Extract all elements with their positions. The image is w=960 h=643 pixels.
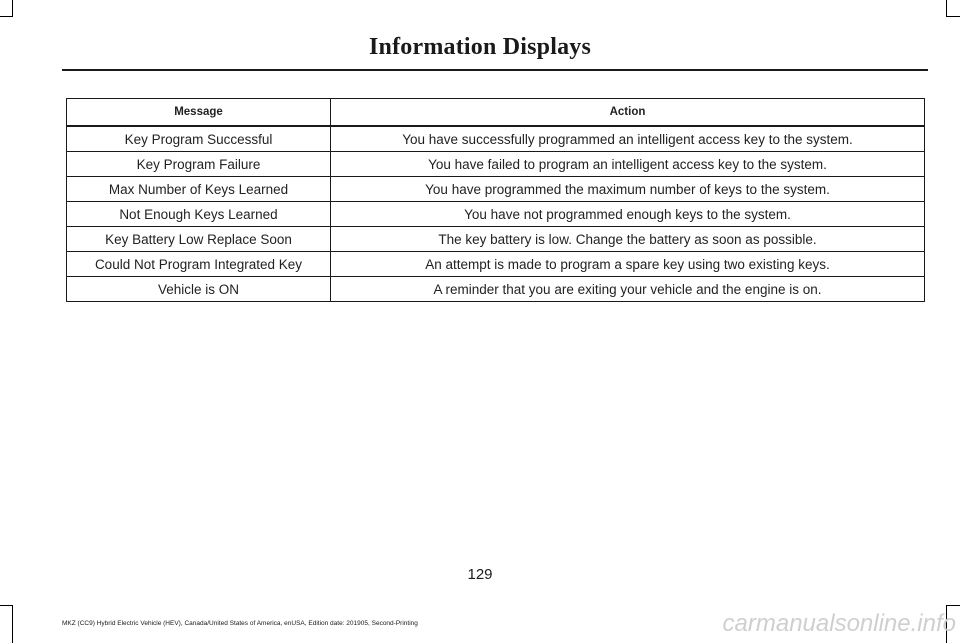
crop-mark-top-right-horizontal <box>946 16 960 17</box>
watermark: carmanualsonline.info <box>722 610 956 637</box>
column-header-message: Message <box>67 99 331 127</box>
title-divider <box>62 69 928 71</box>
crop-mark-bottom-left-vertical <box>12 605 13 643</box>
action-cell: The key battery is low. Change the battery as soon as possible. <box>331 227 925 252</box>
message-cell: Key Battery Low Replace Soon <box>67 227 331 252</box>
column-header-action: Action <box>331 99 925 127</box>
action-cell: You have programmed the maximum number of keys to the system. <box>331 177 925 202</box>
action-cell: You have not programmed enough keys to the system. <box>331 202 925 227</box>
table-row <box>67 152 925 177</box>
action-cell: You have failed to program an intelligent access key to the system. <box>331 152 925 177</box>
table-row <box>67 202 925 227</box>
crop-mark-top-left-vertical <box>12 0 13 16</box>
crop-mark-bottom-right-horizontal <box>946 605 960 606</box>
table-header-row <box>67 99 925 127</box>
message-cell: Not Enough Keys Learned <box>67 202 331 227</box>
message-cell: Key Program Successful <box>67 126 331 152</box>
table-row <box>67 252 925 277</box>
action-cell: You have successfully programmed an intelligent access key to the system. <box>331 126 925 152</box>
message-cell: Vehicle is ON <box>67 277 331 302</box>
page-number: 129 <box>467 566 493 583</box>
table-row <box>67 126 925 152</box>
table-row <box>67 177 925 202</box>
crop-mark-bottom-left-horizontal <box>0 605 13 606</box>
message-cell: Key Program Failure <box>67 152 331 177</box>
action-cell: A reminder that you are exiting your vehicle and the engine is on. <box>331 277 925 302</box>
table-row <box>67 227 925 252</box>
message-cell: Could Not Program Integrated Key <box>67 252 331 277</box>
action-cell: An attempt is made to program a spare key using two existing keys. <box>331 252 925 277</box>
table-row <box>67 277 925 302</box>
footer-edition-note: MKZ (CC9) Hybrid Electric Vehicle (HEV), Canada/United States of America, enUSA, Edition date: 201905, Second-Printing <box>62 620 418 627</box>
message-cell: Max Number of Keys Learned <box>67 177 331 202</box>
page-title: Information Displays <box>368 34 592 60</box>
crop-mark-top-right-vertical <box>946 0 947 16</box>
message-table <box>66 98 925 302</box>
crop-mark-top-left-horizontal <box>0 16 13 17</box>
